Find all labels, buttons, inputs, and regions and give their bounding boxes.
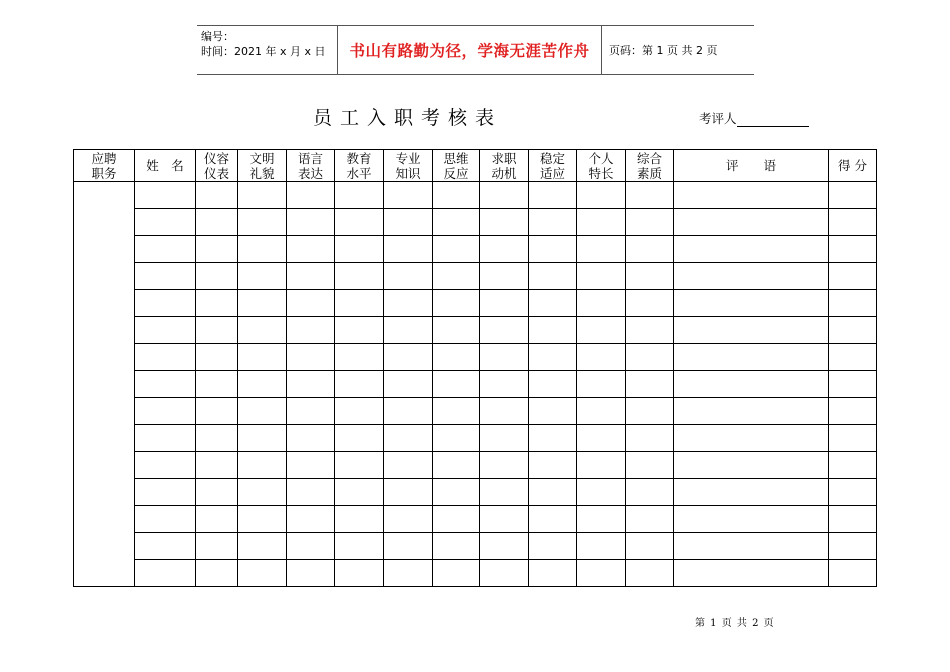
form-title: 员工入职考核表 — [313, 107, 503, 129]
column-header-line: 表达 — [297, 165, 323, 181]
cell-education[interactable] — [335, 209, 384, 236]
column-header-line: 适应 — [539, 165, 565, 181]
cell-name[interactable] — [135, 344, 196, 371]
column-header-appearance — [196, 150, 238, 182]
cell-stability[interactable] — [529, 236, 577, 263]
cell-traits[interactable] — [577, 533, 626, 560]
cell-motivation[interactable] — [480, 371, 529, 398]
cell-appearance[interactable] — [196, 236, 238, 263]
cell-quality[interactable] — [626, 344, 674, 371]
cell-traits[interactable] — [577, 182, 626, 209]
cell-education[interactable] — [335, 479, 384, 506]
cell-etiquette[interactable] — [238, 398, 287, 425]
column-header-line: 得 分 — [838, 158, 867, 173]
cell-appearance[interactable] — [196, 344, 238, 371]
cell-thinking[interactable] — [433, 506, 480, 533]
cell-motivation[interactable] — [480, 452, 529, 479]
cell-traits[interactable] — [577, 290, 626, 317]
table-row — [74, 209, 877, 236]
column-header-position — [74, 150, 135, 182]
cell-traits[interactable] — [577, 344, 626, 371]
cell-score[interactable] — [829, 506, 877, 533]
cell-appearance[interactable] — [196, 290, 238, 317]
cell-education[interactable] — [335, 371, 384, 398]
cell-expression[interactable] — [287, 290, 335, 317]
cell-expression[interactable] — [287, 236, 335, 263]
cell-expression[interactable] — [287, 506, 335, 533]
column-header-line: 特长 — [588, 165, 614, 181]
cell-traits[interactable] — [577, 398, 626, 425]
cell-traits[interactable] — [577, 371, 626, 398]
cell-etiquette[interactable] — [238, 371, 287, 398]
cell-quality[interactable] — [626, 209, 674, 236]
cell-motivation[interactable] — [480, 317, 529, 344]
column-header-knowledge — [384, 150, 433, 182]
cell-traits[interactable] — [577, 479, 626, 506]
cell-score[interactable] — [829, 371, 877, 398]
column-header-etiquette — [238, 150, 287, 182]
cell-stability[interactable] — [529, 398, 577, 425]
cell-appearance[interactable] — [196, 263, 238, 290]
cell-comment[interactable] — [674, 290, 829, 317]
cell-expression[interactable] — [287, 209, 335, 236]
cell-knowledge[interactable] — [384, 452, 433, 479]
column-header-line: 个人 — [588, 150, 614, 166]
table-row — [74, 425, 877, 452]
cell-score[interactable] — [829, 452, 877, 479]
cell-score[interactable] — [829, 344, 877, 371]
column-header-line: 稳定 — [539, 150, 565, 166]
cell-etiquette[interactable] — [238, 209, 287, 236]
cell-name[interactable] — [135, 317, 196, 344]
cell-etiquette[interactable] — [238, 317, 287, 344]
cell-thinking[interactable] — [433, 533, 480, 560]
cell-motivation[interactable] — [480, 209, 529, 236]
cell-appearance[interactable] — [196, 506, 238, 533]
cell-quality[interactable] — [626, 398, 674, 425]
cell-knowledge[interactable] — [384, 479, 433, 506]
cell-name[interactable] — [135, 560, 196, 587]
cell-etiquette[interactable] — [238, 533, 287, 560]
cell-stability[interactable] — [529, 209, 577, 236]
cell-traits[interactable] — [577, 317, 626, 344]
cell-education[interactable] — [335, 560, 384, 587]
cell-quality[interactable] — [626, 317, 674, 344]
table-row — [74, 344, 877, 371]
cell-stability[interactable] — [529, 479, 577, 506]
evaluator-blank[interactable] — [737, 113, 809, 127]
table-row — [74, 236, 877, 263]
cell-education[interactable] — [335, 506, 384, 533]
cell-stability[interactable] — [529, 452, 577, 479]
cell-knowledge[interactable] — [384, 290, 433, 317]
assessment-table — [73, 149, 877, 587]
cell-quality[interactable] — [626, 290, 674, 317]
cell-thinking[interactable] — [433, 560, 480, 587]
cell-score[interactable] — [829, 425, 877, 452]
cell-motivation[interactable] — [480, 182, 529, 209]
table-row — [74, 506, 877, 533]
page-indicator: 页码：第 1 页 共 2 页 — [609, 44, 718, 57]
cell-name[interactable] — [135, 263, 196, 290]
cell-comment[interactable] — [674, 479, 829, 506]
cell-education[interactable] — [335, 344, 384, 371]
cell-name[interactable] — [135, 506, 196, 533]
table-header-row — [74, 150, 877, 182]
table-row — [74, 290, 877, 317]
cell-stability[interactable] — [529, 506, 577, 533]
column-header-thinking — [433, 150, 480, 182]
cell-name[interactable] — [135, 236, 196, 263]
cell-expression[interactable] — [287, 452, 335, 479]
cell-quality[interactable] — [626, 425, 674, 452]
cell-traits[interactable] — [577, 236, 626, 263]
cell-knowledge[interactable] — [384, 425, 433, 452]
cell-etiquette[interactable] — [238, 182, 287, 209]
cell-comment[interactable] — [674, 182, 829, 209]
cell-etiquette[interactable] — [238, 236, 287, 263]
cell-knowledge[interactable] — [384, 398, 433, 425]
cell-education[interactable] — [335, 398, 384, 425]
cell-knowledge[interactable] — [384, 209, 433, 236]
cell-name[interactable] — [135, 290, 196, 317]
cell-motivation[interactable] — [480, 398, 529, 425]
cell-motivation[interactable] — [480, 263, 529, 290]
cell-etiquette[interactable] — [238, 290, 287, 317]
cell-quality[interactable] — [626, 371, 674, 398]
cell-traits[interactable] — [577, 263, 626, 290]
cell-traits[interactable] — [577, 560, 626, 587]
table-row — [74, 560, 877, 587]
cell-expression[interactable] — [287, 533, 335, 560]
cell-comment[interactable] — [674, 560, 829, 587]
cell-expression[interactable] — [287, 317, 335, 344]
cell-appearance[interactable] — [196, 425, 238, 452]
column-header-line: 水平 — [346, 165, 372, 181]
cell-score[interactable] — [829, 479, 877, 506]
column-header-line: 专业 — [395, 150, 421, 166]
cell-knowledge[interactable] — [384, 236, 433, 263]
cell-comment[interactable] — [674, 209, 829, 236]
column-header-line: 仪表 — [203, 165, 229, 181]
cell-stability[interactable] — [529, 263, 577, 290]
cell-knowledge[interactable] — [384, 506, 433, 533]
cell-score[interactable] — [829, 398, 877, 425]
cell-etiquette[interactable] — [238, 560, 287, 587]
header-meta — [201, 29, 326, 59]
column-header-comment — [674, 150, 829, 182]
column-header-line: 文明 — [249, 150, 275, 166]
table-row — [74, 398, 877, 425]
cell-thinking[interactable] — [433, 317, 480, 344]
cell-name[interactable] — [135, 371, 196, 398]
cell-comment[interactable] — [674, 371, 829, 398]
cell-knowledge[interactable] — [384, 371, 433, 398]
column-header-score — [829, 150, 877, 182]
cell-appearance[interactable] — [196, 479, 238, 506]
cell-thinking[interactable] — [433, 236, 480, 263]
cell-quality[interactable] — [626, 479, 674, 506]
table-row — [74, 317, 877, 344]
column-header-line: 应聘 — [91, 150, 117, 166]
cell-etiquette[interactable] — [238, 263, 287, 290]
cell-name[interactable] — [135, 533, 196, 560]
table-row — [74, 263, 877, 290]
cell-etiquette[interactable] — [238, 425, 287, 452]
column-header-line: 仪容 — [203, 150, 229, 166]
cell-thinking[interactable] — [433, 479, 480, 506]
column-header-line: 动机 — [491, 165, 517, 181]
cell-position[interactable] — [74, 182, 135, 587]
cell-appearance[interactable] — [196, 209, 238, 236]
cell-comment[interactable] — [674, 263, 829, 290]
cell-name[interactable] — [135, 452, 196, 479]
cell-appearance[interactable] — [196, 452, 238, 479]
cell-comment[interactable] — [674, 452, 829, 479]
cell-education[interactable] — [335, 533, 384, 560]
cell-etiquette[interactable] — [238, 452, 287, 479]
column-header-name — [135, 150, 196, 182]
cell-traits[interactable] — [577, 425, 626, 452]
cell-stability[interactable] — [529, 533, 577, 560]
cell-motivation[interactable] — [480, 236, 529, 263]
cell-score[interactable] — [829, 182, 877, 209]
cell-thinking[interactable] — [433, 371, 480, 398]
cell-knowledge[interactable] — [384, 533, 433, 560]
cell-expression[interactable] — [287, 344, 335, 371]
cell-score[interactable] — [829, 560, 877, 587]
cell-stability[interactable] — [529, 371, 577, 398]
cell-expression[interactable] — [287, 371, 335, 398]
cell-motivation[interactable] — [480, 290, 529, 317]
cell-education[interactable] — [335, 317, 384, 344]
cell-stability[interactable] — [529, 290, 577, 317]
cell-quality[interactable] — [626, 236, 674, 263]
cell-quality[interactable] — [626, 560, 674, 587]
cell-quality[interactable] — [626, 182, 674, 209]
cell-expression[interactable] — [287, 560, 335, 587]
cell-name[interactable] — [135, 398, 196, 425]
page-footer: 第 1 页 共 2 页 — [695, 618, 775, 629]
table-row — [74, 371, 877, 398]
column-header-line: 素质 — [636, 165, 662, 181]
cell-stability[interactable] — [529, 317, 577, 344]
cell-thinking[interactable] — [433, 344, 480, 371]
cell-appearance[interactable] — [196, 317, 238, 344]
column-header-quality — [626, 150, 674, 182]
evaluator-label: 考评人 — [699, 111, 737, 126]
cell-score[interactable] — [829, 290, 877, 317]
cell-comment[interactable] — [674, 317, 829, 344]
column-header-line: 综合 — [636, 150, 662, 166]
column-header-motivation — [480, 150, 529, 182]
cell-quality[interactable] — [626, 263, 674, 290]
cell-education[interactable] — [335, 425, 384, 452]
column-header-line: 姓 名 — [146, 158, 184, 173]
column-header-line: 评 语 — [725, 158, 776, 173]
cell-traits[interactable] — [577, 452, 626, 479]
cell-quality[interactable] — [626, 452, 674, 479]
cell-education[interactable] — [335, 263, 384, 290]
cell-expression[interactable] — [287, 182, 335, 209]
column-header-line: 思维 — [443, 150, 469, 166]
cell-etiquette[interactable] — [238, 479, 287, 506]
cell-appearance[interactable] — [196, 560, 238, 587]
column-header-line: 教育 — [346, 150, 372, 166]
column-header-line: 知识 — [395, 165, 421, 181]
cell-score[interactable] — [829, 263, 877, 290]
cell-motivation[interactable] — [480, 560, 529, 587]
column-header-education — [335, 150, 384, 182]
cell-expression[interactable] — [287, 398, 335, 425]
cell-traits[interactable] — [577, 209, 626, 236]
cell-motivation[interactable] — [480, 506, 529, 533]
cell-education[interactable] — [335, 182, 384, 209]
table-row — [74, 182, 877, 209]
cell-comment[interactable] — [674, 398, 829, 425]
cell-stability[interactable] — [529, 344, 577, 371]
cell-appearance[interactable] — [196, 182, 238, 209]
table-row — [74, 479, 877, 506]
cell-knowledge[interactable] — [384, 317, 433, 344]
cell-score[interactable] — [829, 317, 877, 344]
cell-score[interactable] — [829, 209, 877, 236]
cell-traits[interactable] — [577, 506, 626, 533]
column-header-line: 求职 — [491, 150, 517, 166]
cell-score[interactable] — [829, 533, 877, 560]
cell-thinking[interactable] — [433, 209, 480, 236]
cell-thinking[interactable] — [433, 290, 480, 317]
cell-etiquette[interactable] — [238, 344, 287, 371]
cell-name[interactable] — [135, 425, 196, 452]
cell-quality[interactable] — [626, 533, 674, 560]
cell-knowledge[interactable] — [384, 182, 433, 209]
cell-score[interactable] — [829, 236, 877, 263]
cell-expression[interactable] — [287, 479, 335, 506]
column-header-traits — [577, 150, 626, 182]
cell-thinking[interactable] — [433, 425, 480, 452]
cell-stability[interactable] — [529, 425, 577, 452]
cell-appearance[interactable] — [196, 371, 238, 398]
header-divider — [601, 26, 602, 74]
cell-education[interactable] — [335, 236, 384, 263]
document-header — [197, 25, 754, 75]
column-header-line: 职务 — [91, 165, 117, 181]
column-header-expression — [287, 150, 335, 182]
cell-motivation[interactable] — [480, 533, 529, 560]
cell-comment[interactable] — [674, 425, 829, 452]
cell-stability[interactable] — [529, 560, 577, 587]
serial-number-label: 编号： — [201, 30, 234, 43]
cell-knowledge[interactable] — [384, 263, 433, 290]
cell-thinking[interactable] — [433, 398, 480, 425]
date-label: 时间：2021 年 x 月 x 日 — [201, 45, 326, 58]
cell-knowledge[interactable] — [384, 560, 433, 587]
table-row — [74, 452, 877, 479]
cell-stability[interactable] — [529, 182, 577, 209]
column-header-line: 反应 — [443, 165, 469, 181]
cell-motivation[interactable] — [480, 344, 529, 371]
cell-thinking[interactable] — [433, 263, 480, 290]
table-row — [74, 533, 877, 560]
cell-quality[interactable] — [626, 506, 674, 533]
cell-motivation[interactable] — [480, 479, 529, 506]
cell-expression[interactable] — [287, 425, 335, 452]
column-header-line: 语言 — [297, 150, 323, 166]
cell-comment[interactable] — [674, 344, 829, 371]
cell-thinking[interactable] — [433, 452, 480, 479]
cell-knowledge[interactable] — [384, 344, 433, 371]
cell-appearance[interactable] — [196, 398, 238, 425]
cell-comment[interactable] — [674, 236, 829, 263]
cell-name[interactable] — [135, 209, 196, 236]
cell-thinking[interactable] — [433, 182, 480, 209]
cell-comment[interactable] — [674, 533, 829, 560]
cell-education[interactable] — [335, 452, 384, 479]
cell-expression[interactable] — [287, 263, 335, 290]
cell-comment[interactable] — [674, 506, 829, 533]
cell-appearance[interactable] — [196, 533, 238, 560]
column-header-stability — [529, 150, 577, 182]
cell-etiquette[interactable] — [238, 506, 287, 533]
header-motto: 书山有路勤为径，学海无涯苦作舟 — [349, 42, 590, 60]
cell-education[interactable] — [335, 290, 384, 317]
cell-motivation[interactable] — [480, 425, 529, 452]
evaluator-field — [699, 109, 809, 127]
column-header-line: 礼貌 — [249, 165, 275, 181]
cell-name[interactable] — [135, 479, 196, 506]
cell-name[interactable] — [135, 182, 196, 209]
